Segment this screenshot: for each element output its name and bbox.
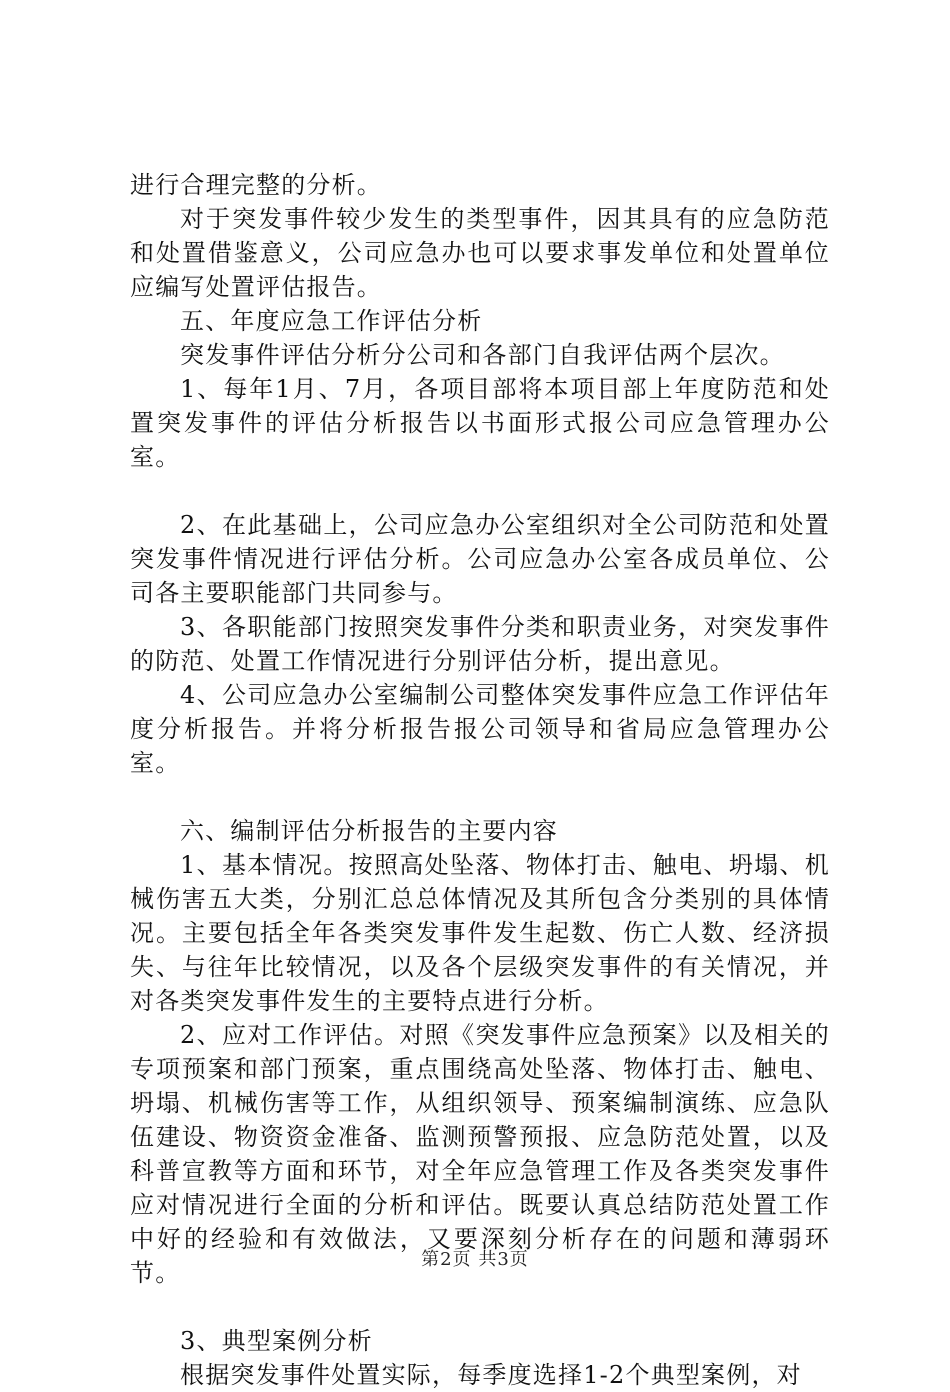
list-item-1: 1、每年1月、7月，各项目部将本项目部上年度防范和处置突发事件的评估分析报告以书面形式报公司应急管理办公室。	[130, 375, 830, 471]
paragraph-case-selection: 根据突发事件处置实际，每季度选择1-2个典型案例，对	[180, 1361, 802, 1389]
page-footer: 第2页 共3页	[421, 1249, 529, 1270]
list-item-4: 4、公司应急办公室编制公司整体突发事件应急工作评估年度分析报告。并将分析报告报公司领导和省局应急管理办公室。	[130, 681, 830, 777]
content-item-case-analysis-heading: 3、典型案例分析	[180, 1327, 373, 1355]
section-heading-5: 五、年度应急工作评估分析	[180, 307, 483, 335]
list-item-2: 2、在此基础上，公司应急办公室组织对全公司防范和处置突发事件情况进行评估分析。公司应急办公室各成员单位、公司各主要职能部门共同参与。	[130, 511, 830, 607]
paragraph-two-levels: 突发事件评估分析分公司和各部门自我评估两个层次。	[180, 341, 785, 369]
paragraph-evaluation-report: 对于突发事件较少发生的类型事件，因其具有的应急防范和处置借鉴意义，公司应急办也可以要求事发单位和处置单位应编写处置评估报告。	[130, 205, 830, 301]
content-item-basic-situation: 1、基本情况。按照高处坠落、物体打击、触电、坍塌、机械伤害五大类，分别汇总总体情况及其所包含分类别的具体情况。主要包括全年各类突发事件发生起数、伤亡人数、经济损失、与往年比较情况，以及各个层级突发事件的有关情况，并对各类突发事件发生的主要特点进行分析。	[130, 851, 830, 1015]
paragraph-continuation: 进行合理完整的分析。	[130, 171, 382, 199]
document-body	[130, 168, 830, 1392]
section-heading-6: 六、编制评估分析报告的主要内容	[180, 817, 558, 845]
content-item-response-evaluation: 2、应对工作评估。对照《突发事件应急预案》以及相关的专项预案和部门预案，重点围绕高处坠落、物体打击、触电、坍塌、机械伤害等工作，从组织领导、预案编制演练、应急队伍建设、物资资金准备、监测预警预报、应急防范处置，以及科普宣教等方面和环节，对全年应急管理工作及各类突发事件应对情况进行全面的分析和评估。既要认真总结防范处置工作中好的经验和有效做法，又要深刻分析存在的问题和薄弱环节。	[130, 1021, 830, 1287]
list-item-3: 3、各职能部门按照突发事件分类和职责业务，对突发事件的防范、处置工作情况进行分别评估分析，提出意见。	[130, 613, 830, 675]
